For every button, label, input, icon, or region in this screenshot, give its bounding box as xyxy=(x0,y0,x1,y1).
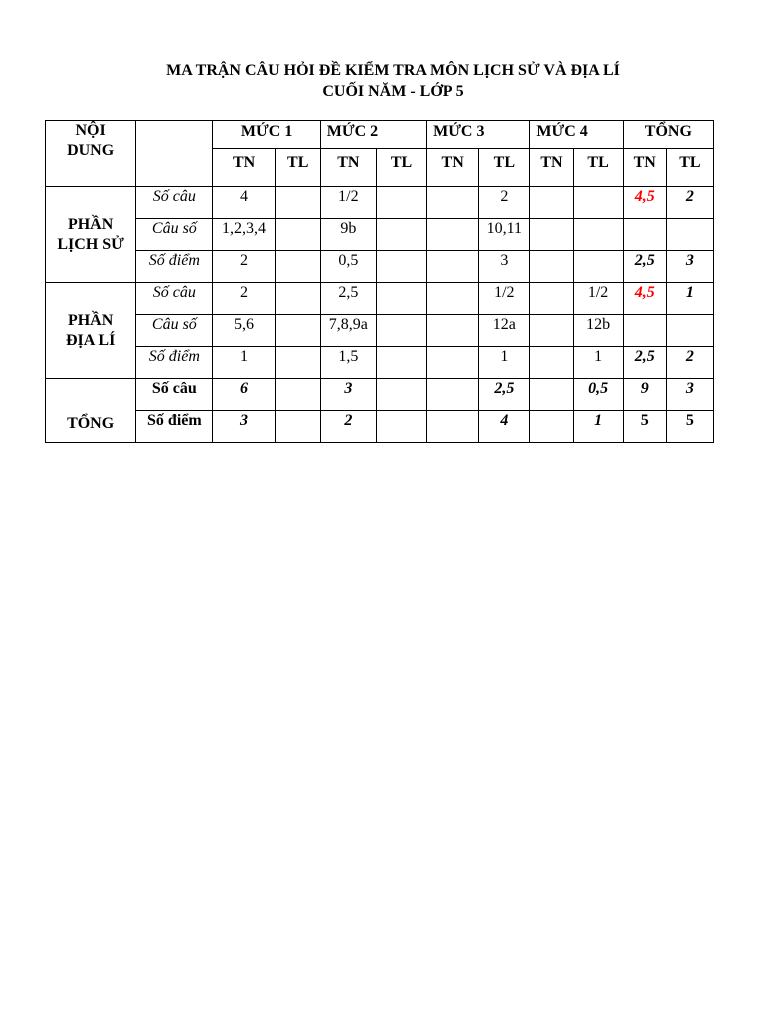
cell xyxy=(573,219,623,251)
total-cell xyxy=(623,219,666,251)
cell: 4 xyxy=(213,187,275,219)
total-cell xyxy=(666,315,713,347)
header-sub-tl: TL xyxy=(376,149,426,187)
total-section-label: TỔNG xyxy=(46,379,136,443)
total-cell: 3 xyxy=(666,379,713,411)
cell xyxy=(530,315,573,347)
cell: 2 xyxy=(213,283,275,315)
cell: 1/2 xyxy=(573,283,623,315)
cell xyxy=(427,219,479,251)
cell xyxy=(530,347,573,379)
total-cell: 2,5 xyxy=(623,347,666,379)
header-sub-tn: TN xyxy=(530,149,573,187)
cell xyxy=(427,379,479,411)
row-label: Số câu xyxy=(136,379,213,411)
section-name-line-2: ĐỊA LÍ xyxy=(65,331,116,349)
cell xyxy=(376,251,426,283)
header-sub-tl: TL xyxy=(573,149,623,187)
section-name-line-1: PHẦN xyxy=(67,311,114,329)
cell: 2,5 xyxy=(320,283,376,315)
header-sub-tl: TL xyxy=(666,149,713,187)
row-label: Số điểm xyxy=(136,347,213,379)
cell: 2 xyxy=(479,187,530,219)
document-title xyxy=(0,60,768,102)
total-cell: 3 xyxy=(666,251,713,283)
header-level-3: MỨC 3 xyxy=(427,121,530,149)
header-sub-tn: TN xyxy=(320,149,376,187)
table-row xyxy=(46,187,714,219)
table-row xyxy=(46,347,714,379)
cell: 2 xyxy=(213,251,275,283)
cell xyxy=(530,251,573,283)
cell xyxy=(530,187,573,219)
total-cell: 5 xyxy=(666,411,713,443)
cell xyxy=(275,379,320,411)
cell xyxy=(275,187,320,219)
header-content-line-1: NỘI xyxy=(75,122,106,139)
section-name-line-1: PHẦN xyxy=(67,215,114,233)
cell: 1,2,3,4 xyxy=(213,219,275,251)
table-row xyxy=(46,283,714,315)
cell xyxy=(427,411,479,443)
total-cell: 1 xyxy=(666,283,713,315)
total-cell-highlight: 4,5 xyxy=(623,283,666,315)
header-sub-tl: TL xyxy=(275,149,320,187)
cell xyxy=(530,379,573,411)
cell: 0,5 xyxy=(320,251,376,283)
header-content-cell xyxy=(46,121,136,187)
cell xyxy=(376,315,426,347)
row-label: Số điểm xyxy=(136,251,213,283)
cell xyxy=(427,187,479,219)
header-content-line-2: DUNG xyxy=(67,142,115,159)
row-label: Số câu xyxy=(136,187,213,219)
row-label: Số điểm xyxy=(136,411,213,443)
cell: 6 xyxy=(213,379,275,411)
header-sub-tn: TN xyxy=(427,149,479,187)
total-cell-highlight: 4,5 xyxy=(623,187,666,219)
title-line-1: MA TRẬN CÂU HỎI ĐỀ KIỂM TRA MÔN LỊCH SỬ VÀ ĐỊA LÍ xyxy=(166,62,620,79)
cell xyxy=(427,283,479,315)
cell xyxy=(376,219,426,251)
cell xyxy=(573,251,623,283)
cell xyxy=(376,379,426,411)
question-matrix-table xyxy=(45,120,714,443)
header-row-levels xyxy=(46,121,714,149)
cell: 3 xyxy=(320,379,376,411)
cell xyxy=(275,283,320,315)
cell xyxy=(530,219,573,251)
row-label: Câu số xyxy=(136,315,213,347)
cell xyxy=(275,251,320,283)
header-sub-tn: TN xyxy=(623,149,666,187)
cell: 2 xyxy=(320,411,376,443)
cell: 1 xyxy=(213,347,275,379)
header-blank-cell xyxy=(136,121,213,187)
cell xyxy=(376,187,426,219)
cell: 1/2 xyxy=(320,187,376,219)
section-history-label xyxy=(46,187,136,283)
cell: 5,6 xyxy=(213,315,275,347)
cell: 7,8,9a xyxy=(320,315,376,347)
cell xyxy=(573,187,623,219)
cell: 1,5 xyxy=(320,347,376,379)
cell xyxy=(427,315,479,347)
cell xyxy=(376,347,426,379)
cell xyxy=(427,251,479,283)
cell: 1 xyxy=(573,347,623,379)
cell xyxy=(530,283,573,315)
section-name-line-2: LỊCH SỬ xyxy=(57,235,124,253)
header-level-1: MỨC 1 xyxy=(213,121,320,149)
cell: 1/2 xyxy=(479,283,530,315)
total-cell: 5 xyxy=(623,411,666,443)
table-row xyxy=(46,315,714,347)
total-cell: 9 xyxy=(623,379,666,411)
cell xyxy=(275,347,320,379)
cell: 12a xyxy=(479,315,530,347)
cell: 3 xyxy=(213,411,275,443)
table-row xyxy=(46,251,714,283)
cell: 1 xyxy=(573,411,623,443)
total-cell xyxy=(623,315,666,347)
cell xyxy=(376,283,426,315)
cell xyxy=(427,347,479,379)
cell: 9b xyxy=(320,219,376,251)
header-level-2: MỨC 2 xyxy=(320,121,426,149)
row-label: Câu số xyxy=(136,219,213,251)
section-geography-label xyxy=(46,283,136,379)
cell xyxy=(530,411,573,443)
header-sub-tn: TN xyxy=(213,149,275,187)
cell: 0,5 xyxy=(573,379,623,411)
total-cell: 2 xyxy=(666,187,713,219)
cell: 10,11 xyxy=(479,219,530,251)
total-cell: 2 xyxy=(666,347,713,379)
cell xyxy=(275,315,320,347)
total-cell: 2,5 xyxy=(623,251,666,283)
cell: 12b xyxy=(573,315,623,347)
cell: 1 xyxy=(479,347,530,379)
table-row xyxy=(46,379,714,411)
cell xyxy=(275,411,320,443)
cell: 4 xyxy=(479,411,530,443)
title-line-2: CUỐI NĂM - LỚP 5 xyxy=(322,83,464,100)
total-cell xyxy=(666,219,713,251)
table-row xyxy=(46,411,714,443)
cell xyxy=(275,219,320,251)
header-level-total: TỔNG xyxy=(623,121,713,149)
cell: 3 xyxy=(479,251,530,283)
header-sub-tl: TL xyxy=(479,149,530,187)
cell: 2,5 xyxy=(479,379,530,411)
row-label: Số câu xyxy=(136,283,213,315)
table-row xyxy=(46,219,714,251)
header-level-4: MỨC 4 xyxy=(530,121,623,149)
cell xyxy=(376,411,426,443)
